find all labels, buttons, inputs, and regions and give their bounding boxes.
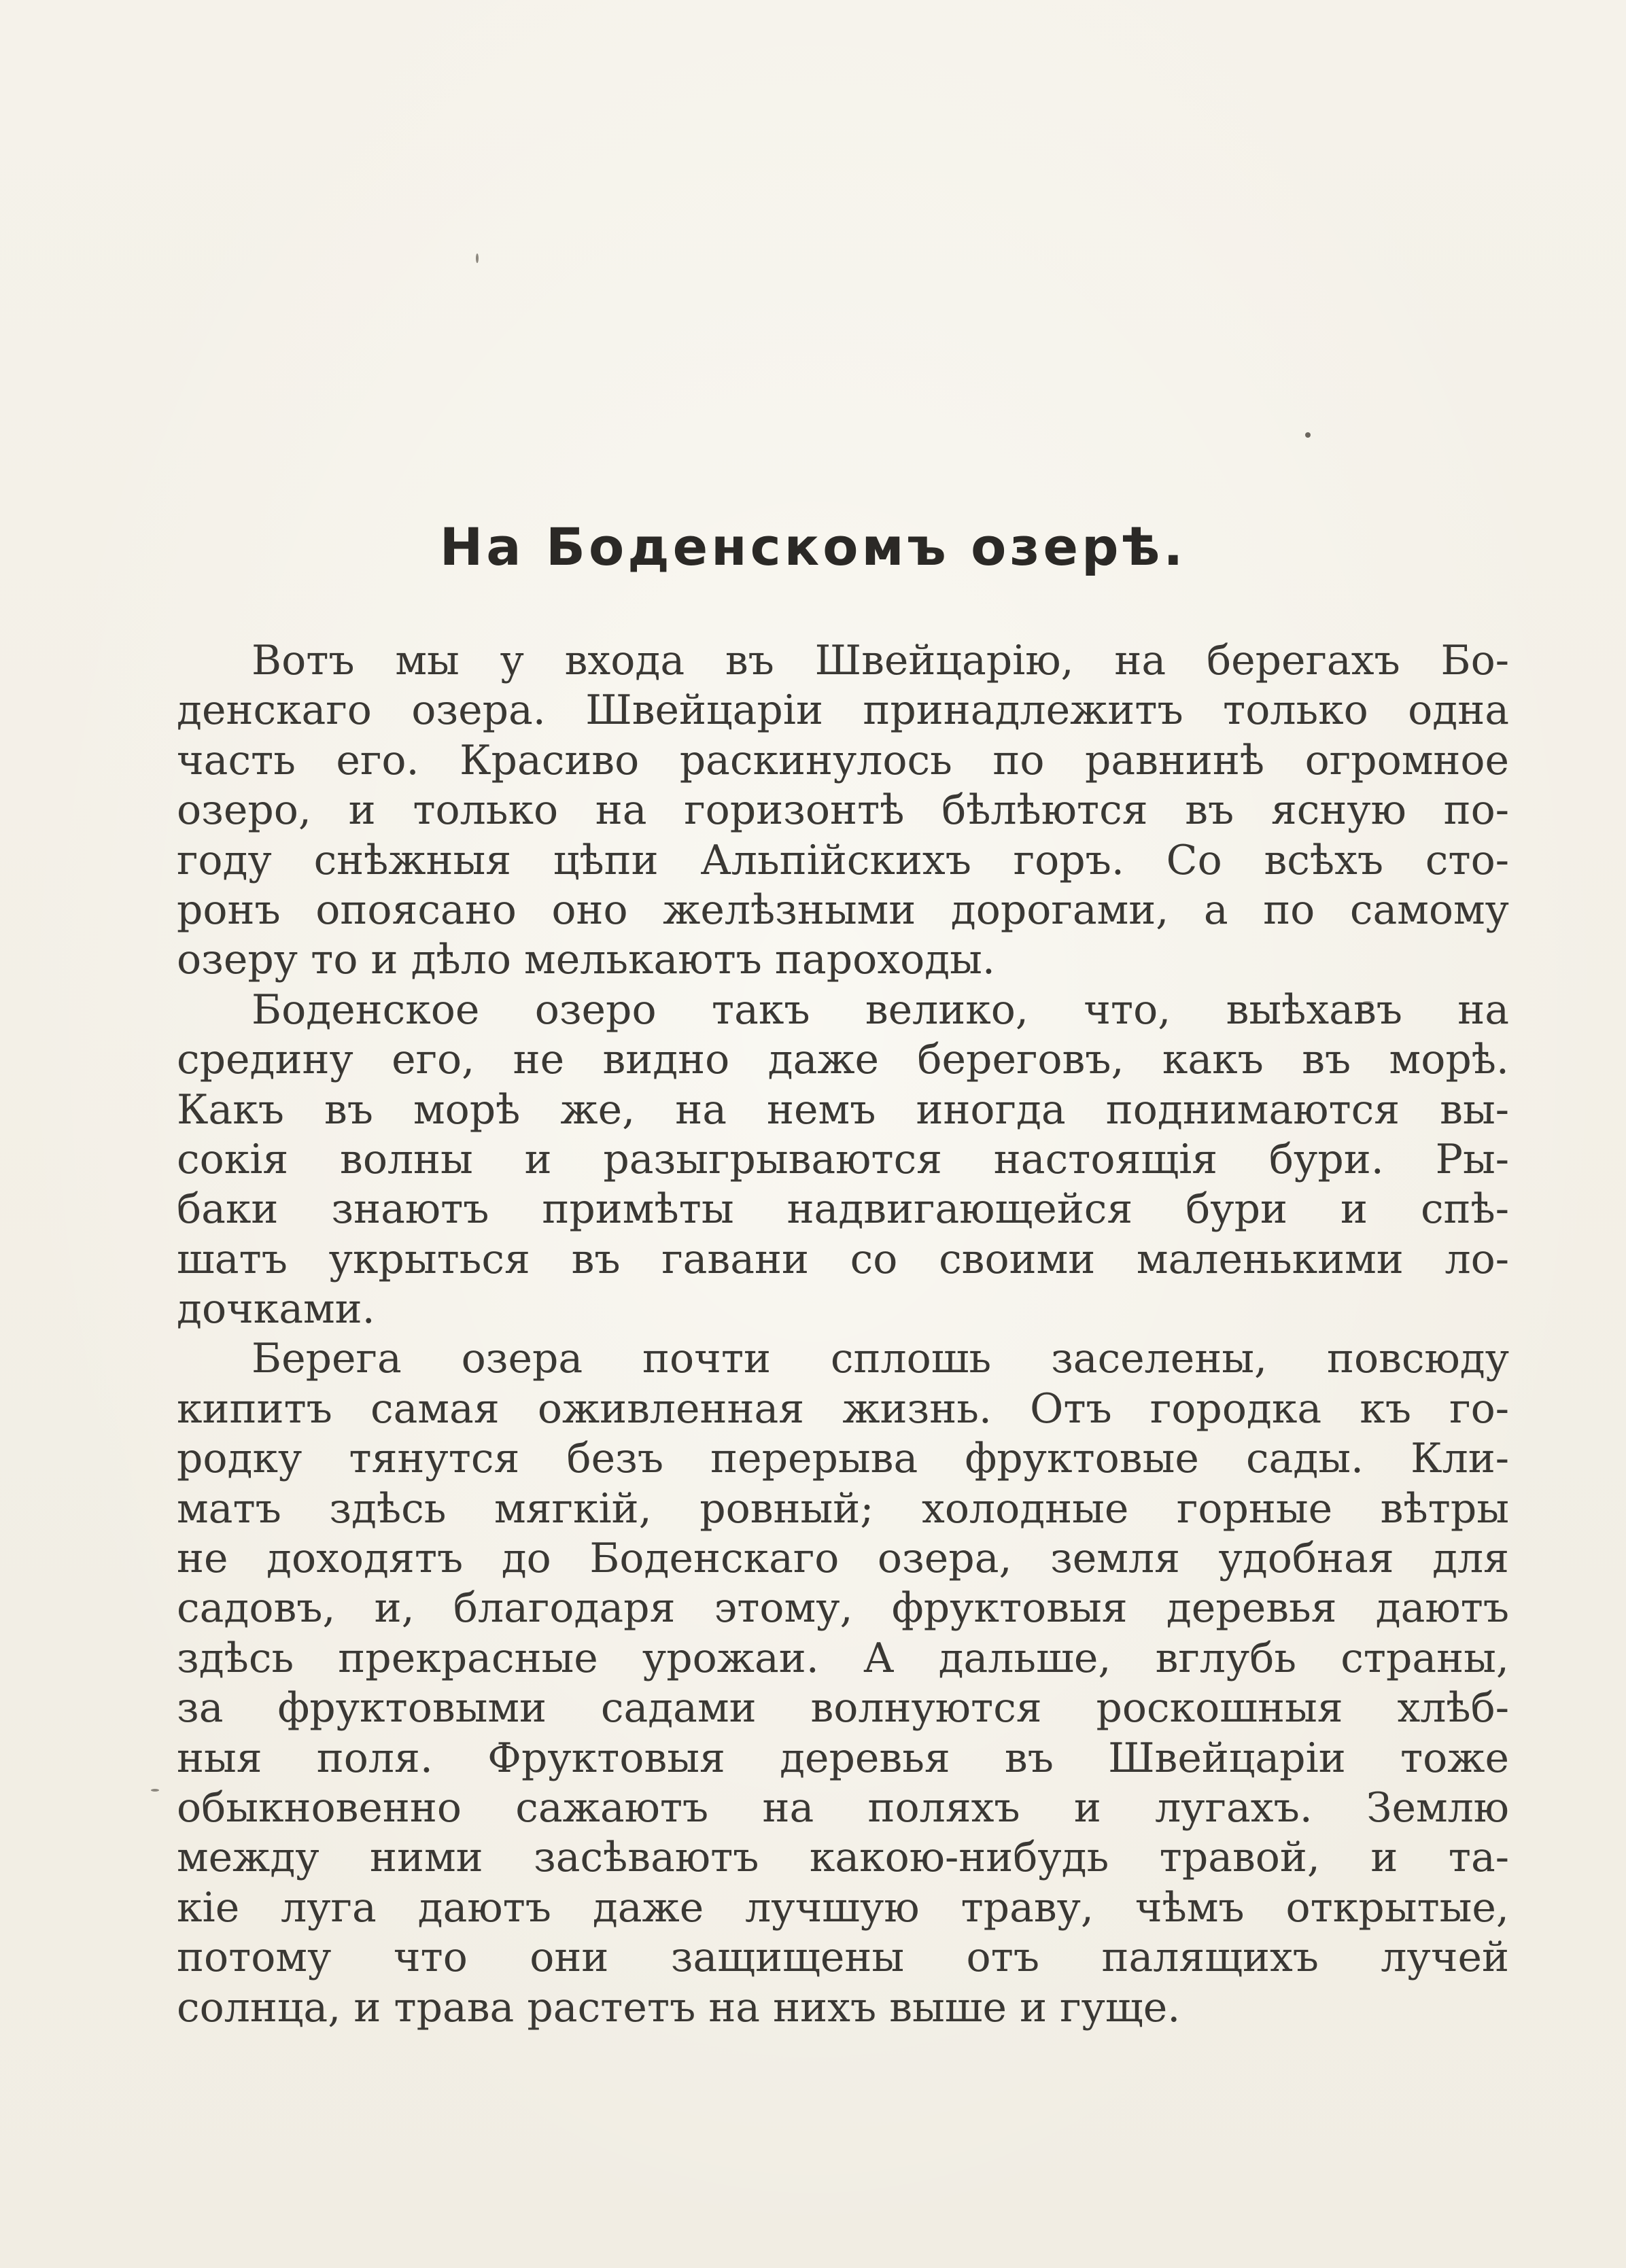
text-line: не доходятъ до Боденскаго озера, земля удобная для [177,1535,1509,1583]
text-line: году снѣжныя цѣпи Альпійскихъ горъ. Со всѣхъ сто- [177,836,1509,884]
text-line: между ними засѣваютъ какою-нибудь травой, и та- [177,1834,1509,1882]
text-line: за фруктовыми садами волнуются роскошныя хлѣб- [177,1684,1509,1732]
text-line: ронъ опоясано оно желѣзными дорогами, а по самому [177,886,1509,934]
paragraph [177,636,1509,985]
text-line: часть его. Красиво раскинулось по равнинѣ огромное [177,736,1509,784]
text-line: баки знаютъ примѣты надвигающейся бури и спѣ- [177,1185,1509,1234]
text-line: средину его, не видно даже береговъ, какъ въ морѣ. [177,1036,1509,1084]
text-line: обыкновенно сажаютъ на поляхъ и лугахъ. Землю [177,1783,1509,1832]
text-line: садовъ, и, благодаря этому, фруктовыя деревья даютъ [177,1584,1509,1633]
paragraph [177,985,1509,1335]
text-line: потому что они защищены отъ палящихъ лучей [177,1934,1509,1982]
text-line: ныя поля. Фруктовыя деревья въ Швейцаріи тоже [177,1734,1509,1782]
text-line: кіе луга даютъ даже лучшую траву, чѣмъ открытые, [177,1883,1509,1932]
text-line: здѣсь прекрасные урожаи. А дальше, вглубь страны, [177,1634,1509,1682]
text-line: Какъ въ морѣ же, на немъ иногда поднимаются вы- [177,1085,1509,1134]
text-line: дочками. [177,1285,375,1333]
text-line: матъ здѣсь мягкій, ровный; холодные горные вѣтры [177,1484,1509,1533]
text-line: родку тянутся безъ перерыва фруктовые сады. Кли- [177,1435,1509,1483]
text-line: солнца, и трава растетъ на нихъ выше и гуще. [177,1983,1181,2031]
paragraph [177,1334,1509,2032]
body-text [177,636,1509,2033]
text-line: кипитъ самая оживленная жизнь. Отъ городка къ го- [177,1384,1509,1433]
paper-speck [151,1789,159,1792]
text-line: озеро, и только на горизонтѣ бѣлѣются въ ясную по- [177,786,1509,835]
paper-speck [1305,432,1311,438]
text-line: денскаго озера. Швейцаріи принадлежитъ только одна [177,686,1509,735]
text-line: Вотъ мы у входа въ Швейцарію, на берегахъ Бо- [252,637,1509,684]
paper-speck [476,254,479,263]
text-line: шатъ укрыться въ гавани со своими маленькими ло- [177,1235,1509,1283]
chapter-title: На Боденскомъ озерѣ. [439,517,1187,577]
text-line: Берега озера почти сплошь заселены, повсюду [252,1335,1509,1383]
text-line: озеру то и дѣло мелькаютъ пароходы. [177,936,995,984]
text-line: Боденское озеро такъ велико, что, выѣхавъ на [252,985,1509,1034]
text-line: сокія волны и разыгрываются настоящія бури. Ры- [177,1135,1509,1183]
